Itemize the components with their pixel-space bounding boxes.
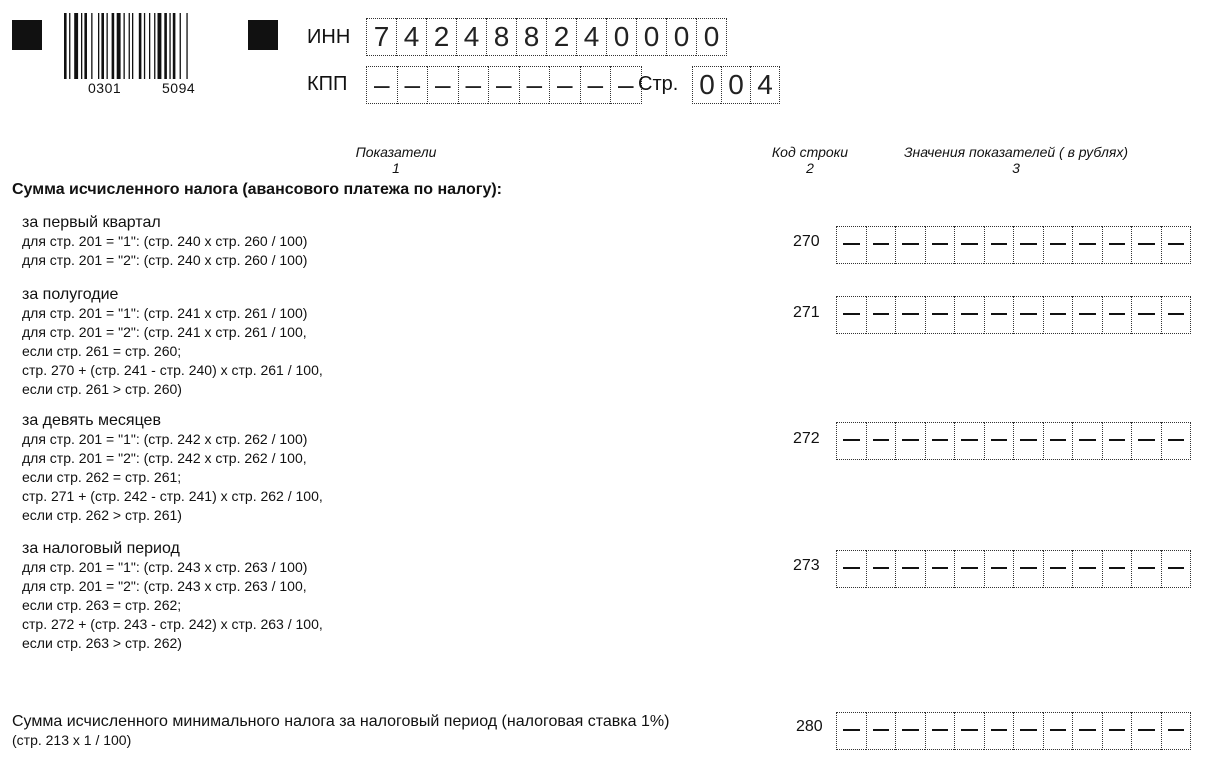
dash-mark: [1109, 439, 1126, 441]
dash-mark: [902, 313, 919, 315]
line-code-272: 272: [793, 430, 820, 447]
line-code-273: 273: [793, 557, 820, 574]
dash-mark: [1050, 567, 1067, 569]
value-digit-cell: [836, 550, 866, 588]
digit-cell: 0: [606, 18, 636, 56]
digit-cell: 8: [516, 18, 546, 56]
value-digit-cell: [1043, 226, 1073, 264]
digit-cell: 8: [486, 18, 516, 56]
dash-mark: [873, 729, 890, 731]
value-digit-cell: [1013, 550, 1043, 588]
digit-cell: 2: [546, 18, 576, 56]
value-digit-cell: [1131, 422, 1161, 460]
barcode-number-left: 0301: [88, 80, 122, 96]
value-digit-cell: [1013, 226, 1043, 264]
col-header-line-code: [755, 144, 865, 176]
value-field-280[interactable]: [836, 712, 1191, 750]
dash-mark: [932, 313, 949, 315]
dash-mark: [1168, 567, 1185, 569]
value-digit-cell: [984, 550, 1014, 588]
value-digit-cell: [1161, 422, 1192, 460]
formula-line: для стр. 201 = "2": (стр. 243 х стр. 263 / 100,: [22, 578, 307, 594]
block-q1: [22, 214, 307, 270]
formula-line: если стр. 261 = стр. 260;: [22, 343, 182, 359]
dash-mark: [902, 567, 919, 569]
formula-line: для стр. 201 = "1": (стр. 242 х стр. 262 / 100): [22, 431, 308, 447]
line-code-271: 271: [793, 304, 820, 321]
dash-mark: [1168, 313, 1185, 315]
dash-mark: [1109, 313, 1126, 315]
kpp-field[interactable]: [366, 66, 642, 104]
col-header-values-num: 3: [1012, 160, 1020, 176]
value-digit-cell: [1013, 712, 1043, 750]
col-header-indicators-label: Показатели: [355, 144, 437, 160]
digit-cell: –: [488, 66, 519, 104]
dash-mark: [932, 567, 949, 569]
value-digit-cell: [1102, 712, 1132, 750]
dash-mark: [1109, 567, 1126, 569]
dash-mark: [961, 439, 978, 441]
value-digit-cell: [895, 550, 925, 588]
digit-cell: –: [458, 66, 489, 104]
dash-mark: [873, 439, 890, 441]
page-number-field[interactable]: [692, 66, 780, 104]
dash-mark: [843, 729, 860, 731]
value-digit-cell: [1072, 296, 1102, 334]
block-title: за налоговый период: [22, 540, 180, 557]
dash-mark: [1020, 243, 1037, 245]
value-digit-cell: [925, 422, 955, 460]
value-digit-cell: [1072, 226, 1102, 264]
value-digit-cell: [1102, 226, 1132, 264]
value-digit-cell: [866, 296, 896, 334]
formula-line: стр. 272 + (стр. 243 - стр. 242) х стр. 263 / 100,: [22, 616, 323, 632]
value-field-272[interactable]: [836, 422, 1191, 460]
col-header-line-code-label: Код строки: [771, 144, 849, 160]
value-digit-cell: [866, 226, 896, 264]
value-digit-cell: [1102, 550, 1132, 588]
dash-mark: [902, 439, 919, 441]
value-digit-cell: [1013, 296, 1043, 334]
dash-mark: [1138, 313, 1155, 315]
value-digit-cell: [984, 712, 1014, 750]
formula-line: для стр. 201 = "2": (стр. 240 х стр. 260 / 100): [22, 252, 308, 268]
dash-mark: [991, 567, 1008, 569]
dash-mark: [1020, 313, 1037, 315]
dash-mark: [843, 567, 860, 569]
dash-mark: [1109, 243, 1126, 245]
dash-mark: [1050, 243, 1067, 245]
col-header-values-label: Значения показателей ( в рублях): [903, 144, 1129, 160]
value-digit-cell: [1161, 226, 1192, 264]
col-header-line-code-num: 2: [806, 160, 814, 176]
value-digit-cell: [1043, 550, 1073, 588]
page-label: Стр.: [638, 73, 679, 95]
formula-line: если стр. 262 = стр. 261;: [22, 469, 182, 485]
formula-line: стр. 271 + (стр. 242 - стр. 241) х стр. 262 / 100,: [22, 488, 323, 504]
digit-cell: 4: [750, 66, 780, 104]
block-title: за первый квартал: [22, 214, 161, 231]
line-code-280: 280: [796, 718, 823, 735]
value-digit-cell: [1161, 296, 1192, 334]
value-digit-cell: [954, 226, 984, 264]
barcode-number-right: 5094: [162, 80, 196, 96]
value-digit-cell: [954, 712, 984, 750]
dash-mark: [932, 243, 949, 245]
value-digit-cell: [984, 296, 1014, 334]
dash-mark: [1138, 729, 1155, 731]
dash-mark: [1168, 439, 1185, 441]
dash-mark: [1079, 243, 1096, 245]
formula-line: если стр. 263 = стр. 262;: [22, 597, 182, 613]
formula-line: если стр. 262 > стр. 261): [22, 507, 182, 523]
value-digit-cell: [1072, 422, 1102, 460]
digit-cell: 4: [396, 18, 426, 56]
formula-line: если стр. 263 > стр. 262): [22, 635, 182, 651]
inn-field[interactable]: [366, 18, 727, 56]
value-digit-cell: [954, 422, 984, 460]
block-min-tax: [12, 713, 669, 750]
dash-mark: [961, 729, 978, 731]
dash-mark: [961, 567, 978, 569]
dash-mark: [1079, 567, 1096, 569]
value-digit-cell: [895, 422, 925, 460]
value-digit-cell: [866, 422, 896, 460]
dash-mark: [873, 567, 890, 569]
dash-mark: [1168, 729, 1185, 731]
digit-cell: –: [366, 66, 397, 104]
block-year: [22, 540, 323, 653]
digit-cell: –: [427, 66, 458, 104]
formula-line: если стр. 261 > стр. 260): [22, 381, 182, 397]
dash-mark: [1020, 439, 1037, 441]
digit-cell: –: [397, 66, 428, 104]
digit-cell: 4: [576, 18, 606, 56]
digit-cell: 7: [366, 18, 396, 56]
dash-mark: [873, 313, 890, 315]
min-tax-title: Сумма исчисленного минимального налога за налоговый период (налоговая ставка 1%): [12, 713, 670, 730]
formula-line: для стр. 201 = "1": (стр. 240 х стр. 260 / 100): [22, 233, 308, 249]
dash-mark: [932, 729, 949, 731]
value-digit-cell: [1131, 296, 1161, 334]
value-digit-cell: [1161, 712, 1192, 750]
value-digit-cell: [954, 550, 984, 588]
formula-line: для стр. 201 = "2": (стр. 242 х стр. 262 / 100,: [22, 450, 307, 466]
dash-mark: [843, 313, 860, 315]
value-digit-cell: [954, 296, 984, 334]
dash-mark: [902, 243, 919, 245]
formula-line: стр. 270 + (стр. 241 - стр. 240) х стр. 261 / 100,: [22, 362, 323, 378]
dash-mark: [1079, 313, 1096, 315]
block-h1: [22, 286, 323, 399]
block-9m: [22, 412, 323, 525]
inn-label: ИНН: [307, 26, 351, 48]
dash-mark: [961, 313, 978, 315]
dash-mark: [902, 729, 919, 731]
value-digit-cell: [1131, 712, 1161, 750]
section-title: Сумма исчисленного налога (авансового платежа по налогу):: [12, 181, 502, 198]
barcode: [64, 13, 224, 81]
digit-cell: 0: [721, 66, 750, 104]
col-header-indicators: [296, 144, 496, 176]
value-digit-cell: [836, 422, 866, 460]
value-digit-cell: [925, 712, 955, 750]
dash-mark: [1050, 729, 1067, 731]
value-field-271[interactable]: [836, 296, 1191, 334]
dash-mark: [1020, 567, 1037, 569]
value-digit-cell: [836, 296, 866, 334]
digit-cell: 0: [666, 18, 696, 56]
digit-cell: 0: [696, 18, 727, 56]
value-digit-cell: [1161, 550, 1192, 588]
value-digit-cell: [984, 422, 1014, 460]
digit-cell: –: [549, 66, 580, 104]
col-header-indicators-num: 1: [392, 160, 400, 176]
value-digit-cell: [1131, 550, 1161, 588]
dash-mark: [1138, 567, 1155, 569]
dash-mark: [1079, 729, 1096, 731]
digit-cell: 4: [456, 18, 486, 56]
digit-cell: –: [519, 66, 550, 104]
dash-mark: [991, 439, 1008, 441]
dash-mark: [843, 243, 860, 245]
dash-mark: [991, 729, 1008, 731]
corner-marker-right: [248, 20, 278, 50]
formula-line: для стр. 201 = "1": (стр. 243 х стр. 263 / 100): [22, 559, 308, 575]
dash-mark: [1138, 243, 1155, 245]
digit-cell: 0: [692, 66, 721, 104]
value-digit-cell: [1013, 422, 1043, 460]
dash-mark: [1020, 729, 1037, 731]
value-digit-cell: [1131, 226, 1161, 264]
min-tax-formula: (стр. 213 х 1 / 100): [12, 732, 132, 748]
dash-mark: [991, 243, 1008, 245]
block-title: за полугодие: [22, 286, 119, 303]
value-digit-cell: [1043, 422, 1073, 460]
value-digit-cell: [836, 226, 866, 264]
dash-mark: [991, 313, 1008, 315]
dash-mark: [961, 243, 978, 245]
kpp-label: КПП: [307, 73, 348, 95]
value-digit-cell: [895, 226, 925, 264]
value-field-270[interactable]: [836, 226, 1191, 264]
value-digit-cell: [895, 296, 925, 334]
dash-mark: [1050, 439, 1067, 441]
block-title: за девять месяцев: [22, 412, 161, 429]
value-digit-cell: [1072, 712, 1102, 750]
value-digit-cell: [895, 712, 925, 750]
value-digit-cell: [925, 226, 955, 264]
dash-mark: [932, 439, 949, 441]
digit-cell: 2: [426, 18, 456, 56]
col-header-values: [866, 144, 1166, 176]
value-digit-cell: [984, 226, 1014, 264]
value-digit-cell: [1102, 296, 1132, 334]
value-digit-cell: [925, 296, 955, 334]
formula-line: для стр. 201 = "1": (стр. 241 х стр. 261 / 100): [22, 305, 308, 321]
dash-mark: [1079, 439, 1096, 441]
dash-mark: [873, 243, 890, 245]
value-digit-cell: [1043, 712, 1073, 750]
dash-mark: [1168, 243, 1185, 245]
value-digit-cell: [1043, 296, 1073, 334]
value-digit-cell: [925, 550, 955, 588]
digit-cell: –: [580, 66, 611, 104]
digit-cell: –: [610, 66, 642, 104]
value-digit-cell: [836, 712, 866, 750]
value-digit-cell: [866, 550, 896, 588]
dash-mark: [1050, 313, 1067, 315]
dash-mark: [843, 439, 860, 441]
dash-mark: [1138, 439, 1155, 441]
corner-marker-left: [12, 20, 42, 50]
value-field-273[interactable]: [836, 550, 1191, 588]
value-digit-cell: [1102, 422, 1132, 460]
value-digit-cell: [866, 712, 896, 750]
formula-line: для стр. 201 = "2": (стр. 241 х стр. 261 / 100,: [22, 324, 307, 340]
line-code-270: 270: [793, 233, 820, 250]
dash-mark: [1109, 729, 1126, 731]
digit-cell: 0: [636, 18, 666, 56]
value-digit-cell: [1072, 550, 1102, 588]
